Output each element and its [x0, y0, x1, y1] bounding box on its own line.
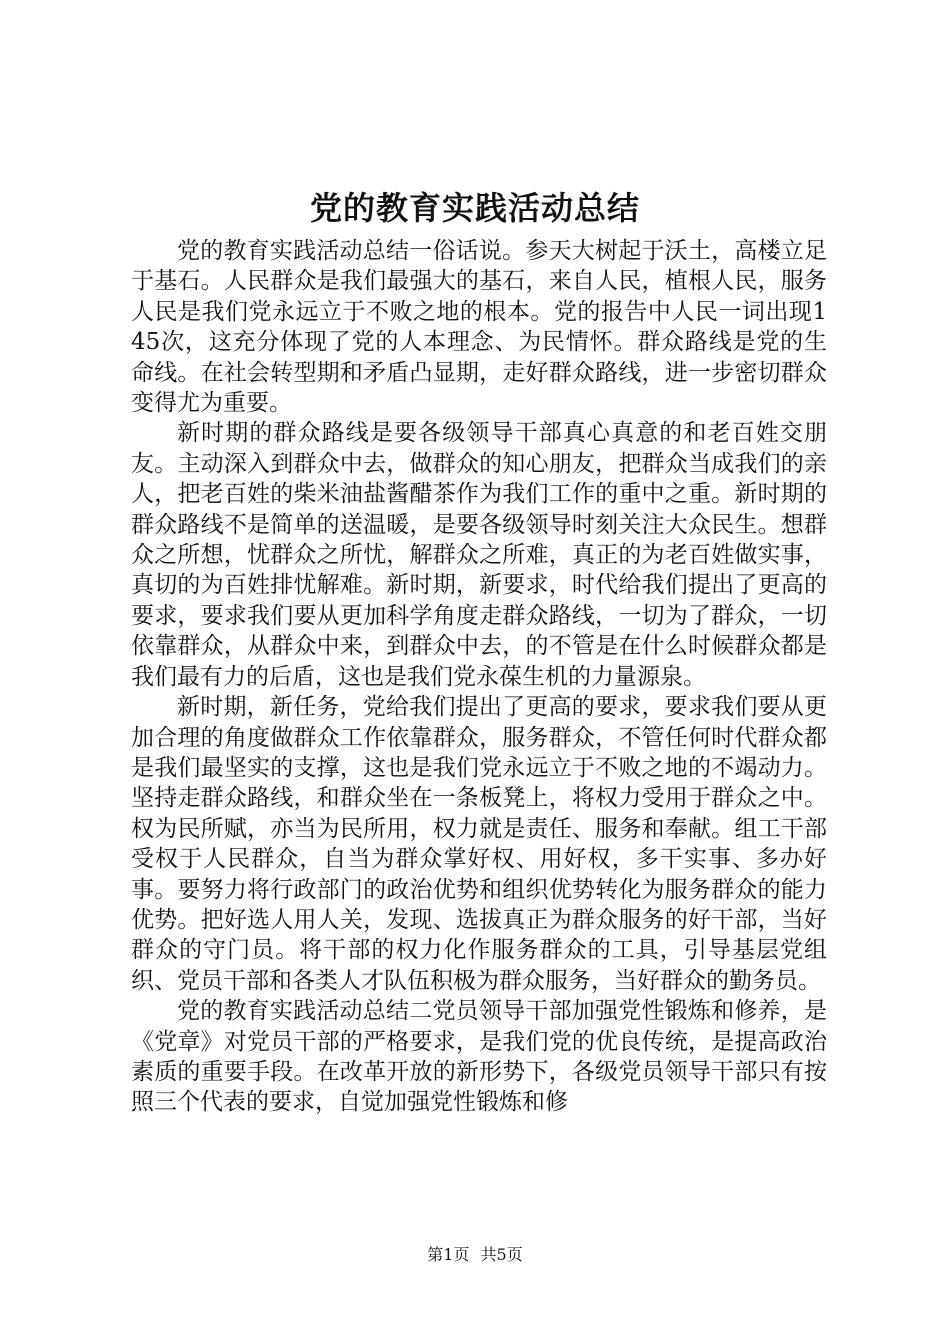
page-footer	[0, 1244, 950, 1266]
page-number: 第1页	[427, 1245, 470, 1264]
paragraph-2: 新时期的群众路线是要各级领导干部真心真意的和老百姓交朋友。主动深入到群众中去，做群众的知心朋友，把群众当成我们的亲人，把老百姓的柴米油盐酱醋茶作为我们工作的重中之重。新时期的群众路线不是简单的送温暖，是要各级领导时刻关注大众民生。想群众之所想，忧群众之所忧，解群众之所难，真正的为老百姓做实事，真切的为百姓排忧解难。新时期，新要求，时代给我们提出了更高的要求，要求我们要从更加科学角度走群众路线，一切为了群众，一切依靠群众，从群众中来，到群众中去，的不管是在什么时候群众都是我们最有力的后盾，这也是我们党永葆生机的力量源泉。	[131, 420, 827, 690]
document-title: 党的教育实践活动总结	[309, 189, 640, 227]
page-total: 共5页	[480, 1245, 523, 1264]
paragraph-4: 党的教育实践活动总结二党员领导干部加强党性锻炼和修养，是《党章》对党员干部的严格要求，是我们党的优良传统，是提高政治素质的重要手段。在改革开放的新形势下，各级党员领导干部只有按照三个代表的要求，自觉加强党性锻炼和修	[131, 998, 827, 1116]
document-body	[131, 236, 827, 1118]
paragraph-3: 新时期，新任务，党给我们提出了更高的要求，要求我们要从更加合理的角度做群众工作依靠群众，服务群众，不管任何时代群众都是我们最坚实的支撑，这也是我们党永远立于不败之地的不竭动力。坚持走群众路线，和群众坐在一条板凳上，将权力受用于群众之中。权为民所赋，亦当为民所用，权力就是责任、服务和奉献。组工干部受权于人民群众，自当为群众掌好权、用好权，多干实事、多办好事。要努力将行政部门的政治优势和组织优势转化为服务群众的能力优势。把好选人用人关，发现、选拔真正为群众服务的好干部，当好群众的守门员。将干部的权力化作服务群众的工具，引导基层党组织、党员干部和各类人才队伍积极为群众服务，当好群众的勤务员。	[131, 694, 827, 994]
paragraph-1: 党的教育实践活动总结一俗话说。参天大树起于沃土，高楼立足于基石。人民群众是我们最强大的基石，来自人民，植根人民，服务人民是我们党永远立于不败之地的根本。党的报告中人民一词出现145次，这充分体现了党的人本理念、为民情怀。群众路线是党的生命线。在社会转型期和矛盾凸显期，走好群众路线，进一步密切群众变得尤为重要。	[131, 238, 827, 417]
